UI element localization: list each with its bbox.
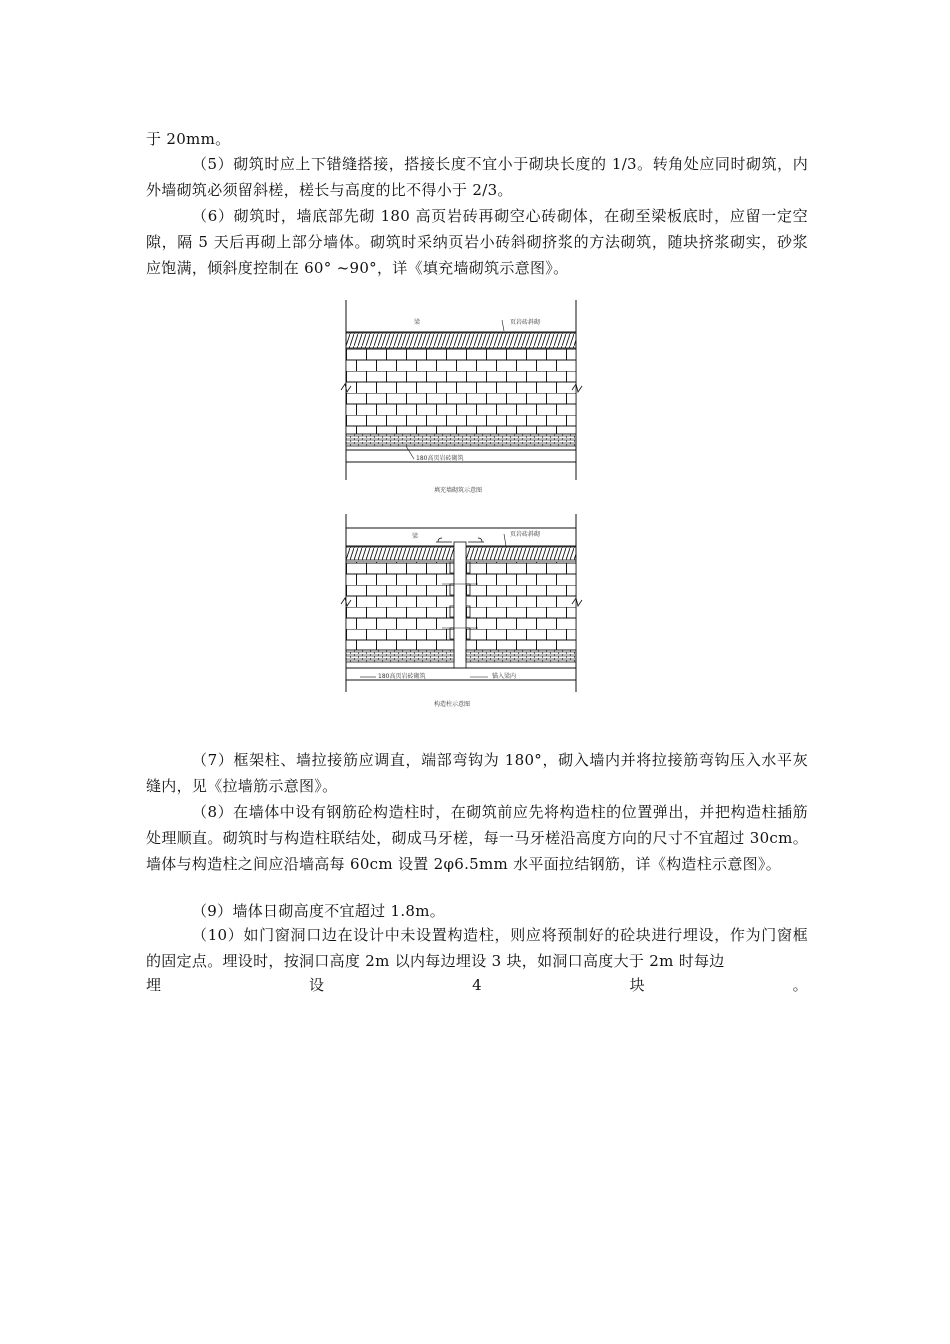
figure-caption-column: 构造柱示意图 — [434, 701, 471, 708]
figure-caption-infill: 填充墙砌筑示意图 — [434, 487, 483, 494]
last-line-word: 4 — [472, 976, 482, 994]
base-brick-label: 180高页岩砖砌筑 — [416, 455, 464, 462]
paragraph-item-7: （7）框架柱、墙拉接筋应调直，端部弯钩为 180°，砌入墙内并将拉接筋弯钩压入水平灰缝内，见《拉墙筋示意图》。 — [146, 751, 808, 795]
beam-label-2: 梁 — [412, 533, 419, 540]
base-brick-label-2: 180高页岩砖砌筑 — [378, 673, 426, 680]
last-line-word: 设 — [309, 976, 325, 994]
last-line-word: 块 — [629, 976, 645, 994]
anchor-label: 锚入梁内 — [492, 673, 517, 680]
diagonal-brick-label: 页岩砖斜砌 — [510, 319, 541, 326]
last-line-word: 。 — [792, 976, 808, 994]
infill-wall-masonry-diagram — [334, 298, 588, 498]
last-line-word: 埋 — [146, 976, 162, 994]
structural-column-diagram — [334, 512, 588, 712]
paragraph-item-9: （9）墙体日砌高度不宜超过 1.8m。 — [192, 902, 446, 920]
paragraph-item-6: （6）砌筑时，墙底部先砌 180 高页岩砖再砌空心砖砌体，在砌至梁板底时，应留一定空隙，隔 5 天后再砌上部分墙体。砌筑时采纳页岩小砖斜砌挤浆的方法砌筑，随块挤浆砌实，砂浆应饱满，倾斜度控制在 60° ~90°，详《填充墙砌筑示意图》。 — [146, 207, 808, 277]
paragraph-item-8: （8）在墙体中设有钢筋砼构造柱时，在砌筑前应先将构造柱的位置弹出，并把构造柱插筋处理顺直。砌筑时与构造柱联结处，砌成马牙槎，每一马牙槎沿高度方向的尺寸不宜超过 30cm。墙体与构造柱之间应沿墙高每 60cm 设置 2φ6.5mm 水平面拉结钢筋，详《构造柱示意图》。 — [146, 803, 808, 873]
paragraph-item-10-last-line — [146, 972, 808, 998]
paragraph-continuation: 于 20mm。 — [146, 130, 231, 148]
paragraph-item-10: （10）如门窗洞口边在设计中未设置构造柱，则应将预制好的砼块进行埋设，作为门窗框的固定点。埋设时，按洞口高度 2m 以内每边埋设 3 块，如洞口高度大于 2m 时每边 — [146, 926, 808, 970]
diagonal-brick-label-2: 页岩砖斜砌 — [510, 531, 541, 538]
beam-label: 梁 — [414, 319, 421, 326]
paragraph-item-5: （5）砌筑时应上下错缝搭接，搭接长度不宜小于砌块长度的 1/3。转角处应同时砌筑，内外墙砌筑必须留斜槎，槎长与高度的比不得小于 2/3。 — [146, 155, 808, 199]
